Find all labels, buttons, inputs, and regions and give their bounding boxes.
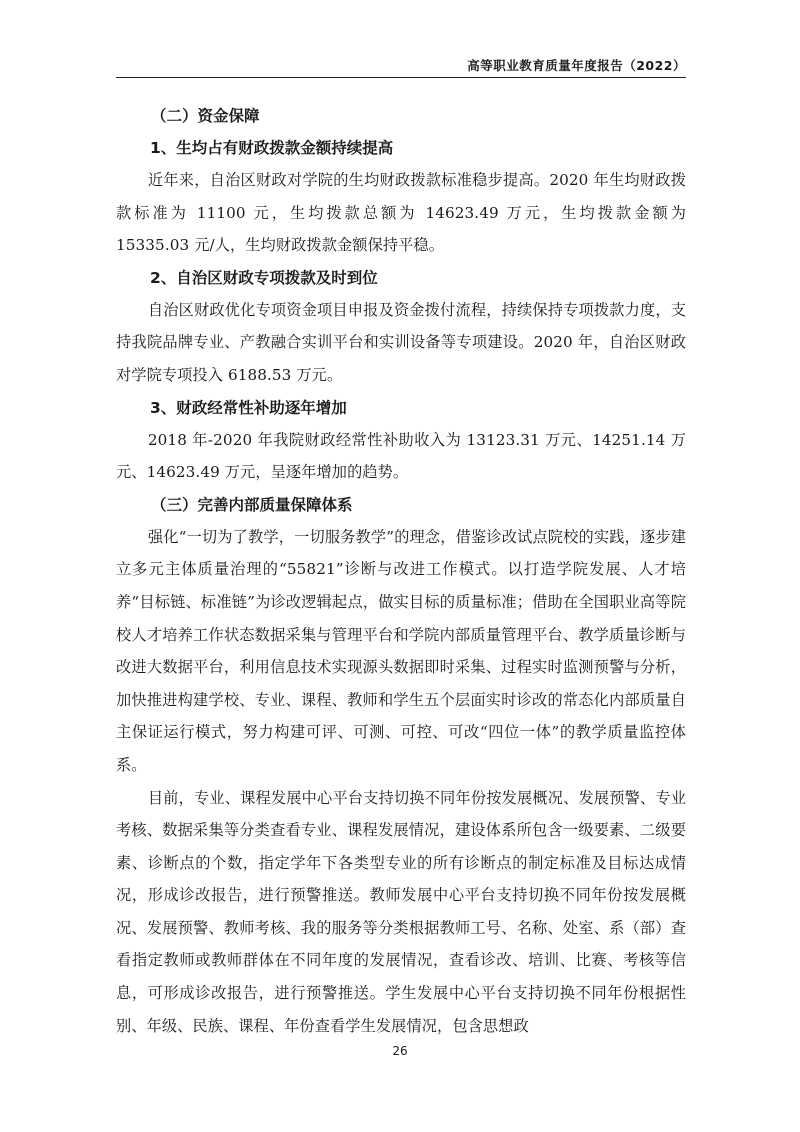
paragraph-regular-subsidy: 2018 年-2020 年我院财政经常性补助收入为 13123.31 万元、14251.14 万元、14623.49 万元，呈逐年增加的趋势。 (116, 430, 686, 482)
header-rule (116, 77, 686, 78)
subheading-per-student-funding: 1、生均占有财政拨款金额持续提高 (150, 139, 394, 157)
paragraph-quality-2: 目前，专业、课程发展中心平台支持切换不同年份按发展概况、发展预警、专业考核、数据采集等分类查看专业、课程发展情况，建设体系所包含一级要素、二级要素、诊断点的个数，指定学年下各类型专业的所有诊断点的制定标准及目标达成情况，形成诊改报告，进行预警推送。教师发展中心平台支持切换不同年份按发展概况、发展预警、教师考核、我的服务等分类根据教师工号、名称、处室、系（部）查看指定教师或教师群体在不同年度的发展情况，查看诊改、培训、比赛、考核等信息，可形成诊改报告，进行预警推送。学生发展中心平台支持切换不同年份根据性别、年级、民族、课程、年份查看学生发展情况，包含思想政 (116, 788, 686, 1035)
paragraph-quality-1: 强化“一切为了教学，一切服务教学”的理念，借鉴诊改试点院校的实践，逐步建立多元主体质量治理的“55821”诊断与改进工作模式。以打造学院发展、人才培养“目标链、标准链”为诊改逻辑起点，做实目标的质量标准；借助在全国职业高等院校人才培养工作状态数据采集与管理平台和学院内部质量管理平台、教学质量诊断与改进大数据平台，利用信息技术实现源头数据即时采集、过程实时监测预警与分析，加快推进构建学校、专业、课程、教师和学生五个层面实时诊改的常态化内部质量自主保证运行模式，努力构建可评、可测、可控、可改“四位一体”的教学质量监控体系。 (116, 527, 686, 774)
section-heading-funding: （二）资金保障 (151, 107, 260, 125)
subheading-special-funding: 2、自治区财政专项拨款及时到位 (150, 268, 378, 287)
section-heading-quality: （三）完善内部质量保障体系 (151, 495, 353, 514)
page-number: 26 (392, 1044, 408, 1058)
subheading-regular-subsidy: 3、财政经常性补助逐年增加 (150, 398, 347, 417)
running-header: 高等职业教育质量年度报告（2022） (467, 58, 686, 73)
paragraph-per-student-funding: 近年来，自治区财政对学院的生均财政拨款标准稳步提高。2020 年生均财政拨款标准为 11100 元，生均拨款总额为 14623.49 万元，生均拨款金额为 15335.03 元/人，生均财政拨款金额保持平稳。 (116, 171, 686, 255)
paragraph-special-funding: 自治区财政优化专项资金项目申报及资金拨付流程，持续保持专项拨款力度，支持我院品牌专业、产教融合实训平台和实训设备等专项建设。2020 年，自治区财政对学院专项投入 6188.53 万元。 (116, 300, 686, 384)
page-body (116, 100, 686, 1042)
